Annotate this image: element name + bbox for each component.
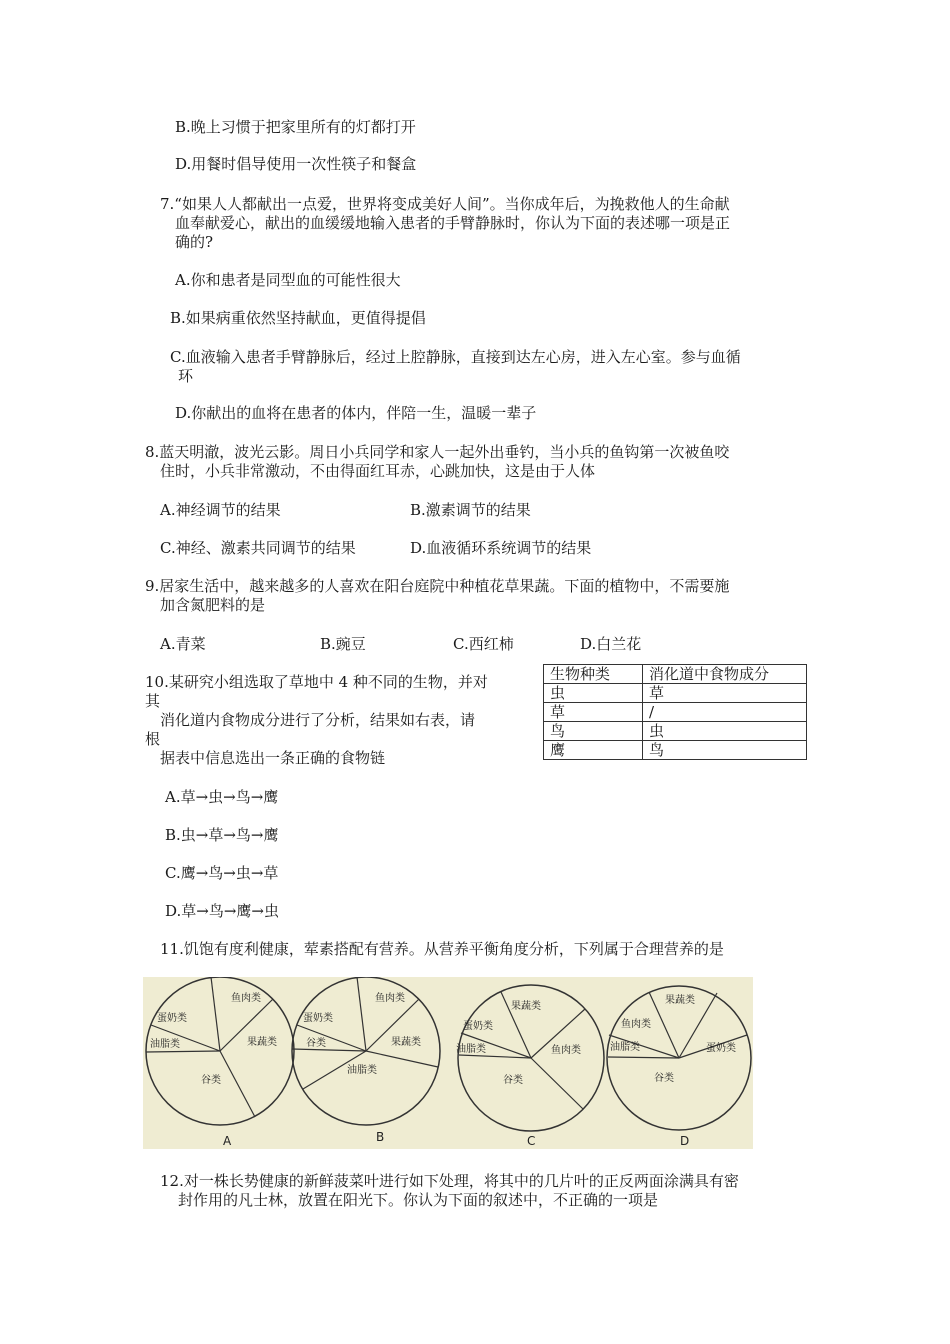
q7-stem-line1: 7.“如果人人都献出一点爱，世界将变成美好人间”。当你成年后，为挽救他人的生命献 (160, 195, 730, 213)
q10-stem-line3: 消化道内食物成分进行了分析，结果如右表，请 (160, 711, 476, 729)
pie-chart-c (456, 985, 604, 1148)
food-composition-table (543, 664, 807, 760)
diet-pie-charts-svg (143, 977, 753, 1149)
pie-c-divider (531, 1058, 583, 1109)
pie-a-label: 蛋奶类 (157, 1013, 187, 1024)
pie-d-label: 油脂类 (610, 1042, 640, 1053)
table-header-cell: 生物种类 (544, 665, 643, 684)
q10-option-a: A.草→虫→鸟→鹰 (165, 788, 279, 806)
pie-b-letter: B (376, 1130, 385, 1144)
table-row (544, 741, 807, 760)
q9-stem-line1: 9.居家生活中，越来越多的人喜欢在阳台庭院中种植花草果蔬。下面的植物中，不需要施 (145, 577, 730, 595)
table-cell: 虫 (643, 722, 807, 741)
pie-a-label: 油脂类 (150, 1039, 180, 1050)
q12-stem-line2: 封作用的凡士林，放置在阳光下。你认为下面的叙述中，不正确的一项是 (178, 1191, 659, 1209)
pie-a-divider (220, 1051, 255, 1117)
pie-c-divider (459, 1055, 531, 1058)
pie-c-letter: C (527, 1134, 536, 1148)
table-row (544, 684, 807, 703)
q8-option-b: B.激素调节的结果 (410, 501, 531, 519)
table-cell: 鸟 (544, 722, 643, 741)
q9-option-a: A.青菜 (160, 635, 206, 653)
pie-d-divider (608, 1057, 679, 1058)
diet-pie-charts-figure (143, 977, 753, 1149)
pie-c-label: 油脂类 (456, 1044, 486, 1055)
q10-stem-line2: 其 (145, 692, 161, 710)
q7-option-c-line2: 环 (178, 367, 194, 385)
q8-option-a: A.神经调节的结果 (160, 501, 281, 519)
pie-b-label: 谷类 (306, 1038, 326, 1049)
q10-stem-line1: 10.某研究小组选取了草地中 4 种不同的生物，并对 (145, 673, 488, 691)
table-header-cell: 消化道中食物成分 (643, 665, 807, 684)
pie-d-label: 谷类 (654, 1073, 674, 1084)
q9-stem-line2: 加含氮肥料的是 (160, 596, 266, 614)
q7-stem-line3: 确的? (175, 233, 214, 251)
table-cell: 草 (643, 684, 807, 703)
table-header-row (544, 665, 807, 684)
q10-stem-line4: 根 (145, 730, 161, 748)
q7-option-c-line1: C.血液输入患者手臂静脉后，经过上腔静脉，直接到达左心房，进入左心室。参与血循 (170, 348, 741, 366)
pie-b-label: 蛋奶类 (303, 1013, 333, 1024)
pie-c-label: 果蔬类 (511, 1001, 541, 1012)
pie-chart-b (292, 977, 440, 1144)
table-cell: / (643, 703, 807, 722)
pie-a-divider (146, 1051, 220, 1052)
q7-option-d: D.你献出的血将在患者的体内，伴陪一生，温暖一辈子 (175, 404, 537, 422)
pie-chart-a (146, 977, 294, 1148)
pie-a-letter: A (223, 1134, 232, 1148)
q6-option-d: D.用餐时倡导使用一次性筷子和餐盒 (175, 155, 417, 173)
pie-chart-d (607, 986, 751, 1148)
table-cell: 虫 (544, 684, 643, 703)
q9-option-c: C.西红柿 (453, 635, 514, 653)
pie-b-label: 果蔬类 (391, 1037, 421, 1048)
q8-option-c: C.神经、激素共同调节的结果 (160, 539, 356, 557)
q10-option-c: C.鹰→鸟→虫→草 (165, 864, 279, 882)
q10-option-b: B.虫→草→鸟→鹰 (165, 826, 279, 844)
q7-option-a: A.你和患者是同型血的可能性很大 (175, 271, 401, 289)
pie-a-label: 谷类 (201, 1075, 221, 1086)
pie-b-label: 鱼肉类 (375, 993, 405, 1004)
table-cell: 鹰 (544, 741, 643, 760)
pie-b-label: 油脂类 (347, 1065, 377, 1076)
pie-d-letter: D (680, 1134, 690, 1148)
pie-d-label: 鱼肉类 (621, 1019, 651, 1030)
q8-stem-line2: 住时，小兵非常激动，不由得面红耳赤，心跳加快，这是由于人体 (160, 462, 596, 480)
q7-stem-line2: 血奉献爱心，献出的血缓缓地输入患者的手臂静脉时，你认为下面的表述哪一项是正 (175, 214, 731, 232)
pie-a-label: 果蔬类 (247, 1037, 277, 1048)
q8-option-d: D.血液循环系统调节的结果 (410, 539, 592, 557)
table-cell: 鸟 (643, 741, 807, 760)
pie-c-label: 鱼肉类 (551, 1045, 581, 1056)
table-row (544, 703, 807, 722)
table-row (544, 722, 807, 741)
pie-b-divider (357, 977, 366, 1051)
q11-stem: 11.饥饱有度利健康，荤素搭配有营养。从营养平衡角度分析，下列属于合理营养的是 (160, 940, 724, 958)
q7-option-b: B.如果病重依然坚持献血，更值得提倡 (170, 309, 426, 327)
pie-a-label: 鱼肉类 (231, 993, 261, 1004)
table-cell: 草 (544, 703, 643, 722)
pie-b-divider (292, 1049, 366, 1051)
q12-stem-line1: 12.对一株长势健康的新鲜菠菜叶进行如下处理，将其中的几片叶的正反两面涂满具有密 (160, 1172, 739, 1190)
pie-d-label: 蛋奶类 (706, 1043, 736, 1054)
q6-option-b: B.晚上习惯于把家里所有的灯都打开 (175, 118, 416, 136)
pie-c-label: 谷类 (503, 1075, 523, 1086)
pie-d-label: 果蔬类 (665, 995, 695, 1006)
pie-c-label: 蛋奶类 (463, 1021, 493, 1032)
q8-stem-line1: 8.蓝天明澈，波光云影。周日小兵同学和家人一起外出垂钓，当小兵的鱼钩第一次被鱼咬 (145, 443, 730, 461)
q9-option-b: B.豌豆 (320, 635, 366, 653)
q9-option-d: D.白兰花 (580, 635, 642, 653)
pie-a-divider (211, 977, 220, 1051)
q10-stem-line5: 据表中信息选出一条正确的食物链 (160, 749, 386, 767)
q10-option-d: D.草→鸟→鹰→虫 (165, 902, 279, 920)
